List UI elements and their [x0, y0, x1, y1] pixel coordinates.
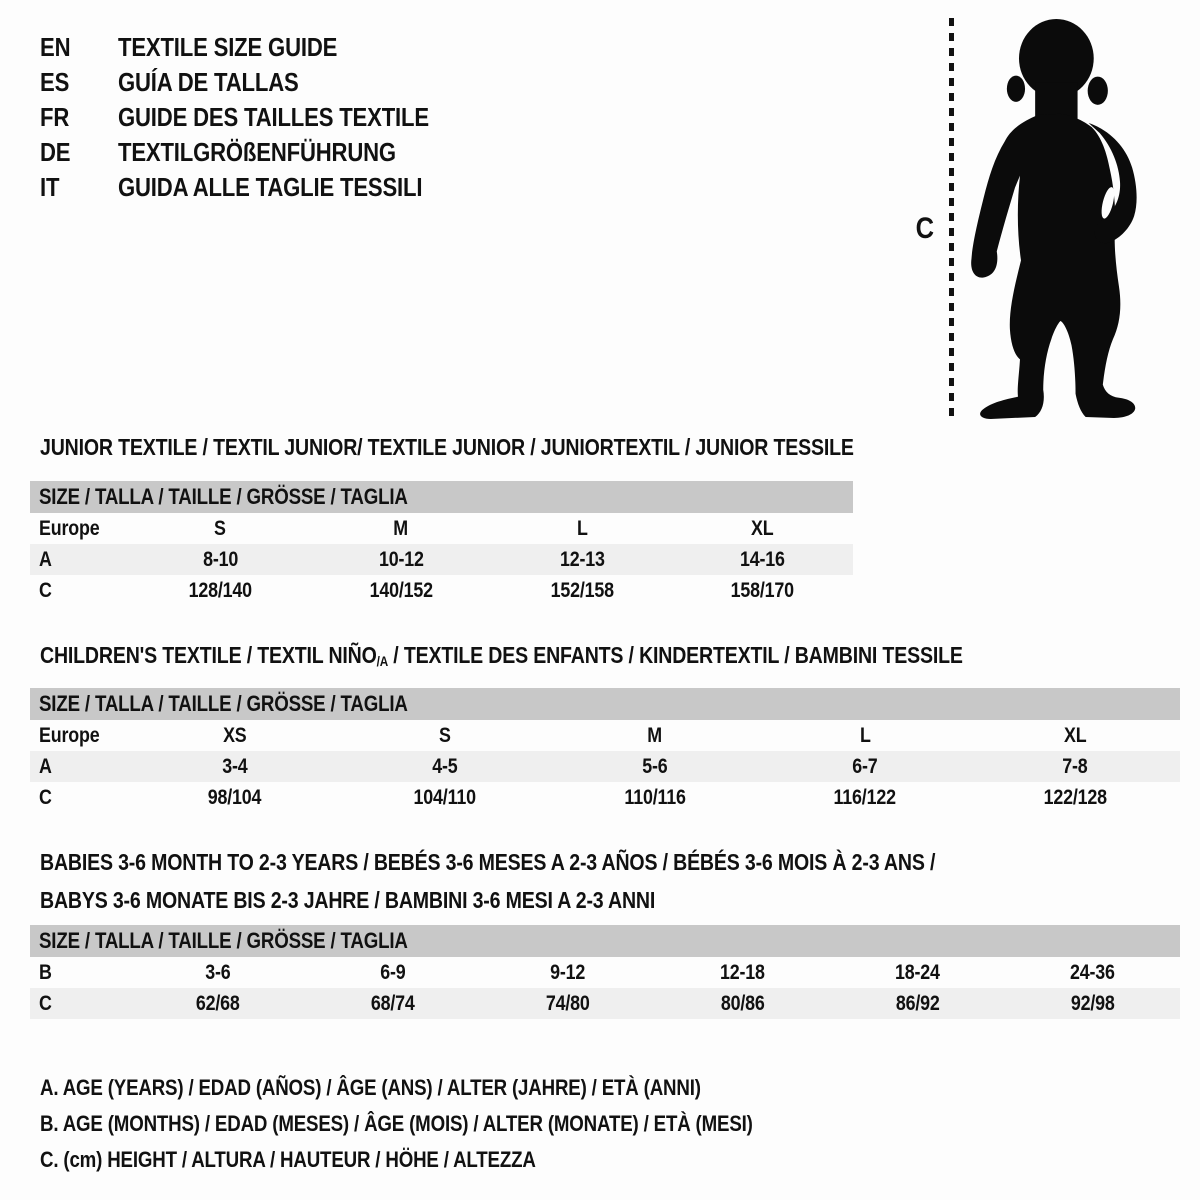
language-row-es	[40, 65, 484, 100]
months-cell: 24-36	[1070, 960, 1115, 984]
table-row-age	[30, 751, 1180, 782]
height-dashed-line	[949, 18, 954, 416]
language-row-de	[40, 135, 484, 170]
age-cell: 14-16	[740, 547, 786, 571]
height-cell: 152/158	[550, 578, 614, 602]
language-title-block	[40, 30, 484, 205]
junior-size-table	[30, 481, 853, 606]
age-cell: 10-12	[378, 547, 424, 571]
height-cell: 128/140	[188, 578, 253, 602]
age-cell: 6-7	[852, 754, 878, 778]
junior-section-title: JUNIOR TEXTILE / TEXTIL JUNIOR/ TEXTILE JUNIOR / JUNIORTEXTIL / JUNIOR TESSILE	[40, 434, 854, 460]
children-size-table	[30, 688, 1180, 813]
size-cell: S	[214, 516, 227, 540]
size-cell: L	[859, 723, 871, 747]
row-label: C	[39, 785, 52, 809]
row-label: B	[39, 960, 52, 984]
height-cell: 98/104	[208, 785, 262, 809]
table-row-height	[30, 575, 853, 606]
age-cell: 4-5	[432, 754, 458, 778]
legend-line-a: A. AGE (YEARS) / EDAD (AÑOS) / ÂGE (ANS) / ALTER (JAHRE) / ETÀ (ANNI)	[40, 1075, 701, 1100]
language-row-en	[40, 30, 484, 65]
height-cell: 80/86	[720, 991, 765, 1015]
measurement-legend	[40, 1070, 878, 1178]
size-cell: XL	[751, 516, 774, 540]
nino-a-subscript: /A	[376, 654, 389, 670]
row-label: C	[39, 991, 52, 1015]
language-title: GUIDA ALLE TAGLIE TESSILI	[118, 172, 423, 202]
age-cell: 8-10	[202, 547, 238, 571]
language-code: EN	[40, 32, 71, 62]
size-cell: M	[393, 516, 409, 540]
months-cell: 9-12	[549, 960, 586, 984]
months-cell: 6-9	[379, 960, 406, 984]
height-cell: 74/80	[545, 991, 590, 1015]
language-title: TEXTILGRÖßENFÜHRUNG	[118, 137, 396, 167]
height-measure-label: C	[915, 212, 935, 245]
age-cell: 3-4	[222, 754, 248, 778]
language-code: ES	[40, 67, 70, 97]
height-cell: 104/110	[413, 785, 477, 809]
table-row-age	[30, 544, 853, 575]
language-title: GUIDE DES TAILLES TEXTILE	[118, 102, 429, 132]
age-cell: 5-6	[642, 754, 668, 778]
babies-size-table	[30, 925, 1180, 1019]
age-cell: 7-8	[1062, 754, 1088, 778]
height-cell: 68/74	[370, 991, 415, 1015]
babies-section-title: BABIES 3-6 MONTH TO 2-3 YEARS / BEBÉS 3-6 MESES A 2-3 AÑOS / BÉBÉS 3-6 MOIS À 2-3 ANS /	[40, 849, 936, 875]
row-label: A	[39, 547, 52, 571]
height-cell: 110/116	[624, 785, 686, 809]
legend-line-c: C. (cm) HEIGHT / ALTURA / HAUTEUR / HÖHE / ALTEZZA	[40, 1147, 536, 1172]
language-code: DE	[40, 137, 71, 167]
language-row-it	[40, 170, 484, 205]
legend-line-b: B. AGE (MONTHS) / EDAD (MESES) / ÂGE (MOIS) / ALTER (MONATE) / ETÀ (MESI)	[40, 1111, 753, 1136]
size-table-header: SIZE / TALLA / TAILLE / GRÖSSE / TAGLIA	[30, 688, 1180, 720]
row-label: Europe	[39, 723, 100, 747]
table-row-height	[30, 782, 1180, 813]
size-table-header: SIZE / TALLA / TAILLE / GRÖSSE / TAGLIA	[30, 481, 853, 513]
language-title: TEXTILE SIZE GUIDE	[118, 32, 338, 62]
row-label: C	[39, 578, 52, 602]
size-cell: XS	[223, 723, 247, 747]
height-cell: 92/98	[1070, 991, 1115, 1015]
size-cell: L	[576, 516, 588, 540]
height-cell: 122/128	[1043, 785, 1107, 809]
months-cell: 3-6	[204, 960, 231, 984]
row-label: A	[39, 754, 52, 778]
language-code: IT	[40, 172, 60, 202]
height-cell: 140/152	[369, 578, 433, 602]
size-cell: M	[647, 723, 663, 747]
months-cell: 12-18	[720, 960, 765, 984]
language-code: FR	[40, 102, 70, 132]
size-cell: S	[439, 723, 451, 747]
height-cell: 158/170	[730, 578, 795, 602]
table-row-height	[30, 988, 1180, 1019]
height-cell: 116/122	[833, 785, 897, 809]
language-row-fr	[40, 100, 484, 135]
height-cell: 86/92	[895, 991, 940, 1015]
size-cell: XL	[1063, 723, 1087, 747]
table-row-europe	[30, 513, 853, 544]
age-cell: 12-13	[559, 547, 605, 571]
table-row-europe	[30, 720, 1180, 751]
table-row-months	[30, 957, 1180, 988]
language-title: GUÍA DE TALLAS	[118, 67, 299, 97]
size-table-header: SIZE / TALLA / TAILLE / GRÖSSE / TAGLIA	[30, 925, 1180, 957]
height-cell: 62/68	[195, 991, 240, 1015]
row-label: Europe	[39, 516, 100, 540]
children-section-title: CHILDREN'S TEXTILE / TEXTIL NIÑO/A / TEXTILE DES ENFANTS / KINDERTEXTIL / BAMBINI TESSILE	[40, 642, 963, 670]
babies-section-title-line2: BABYS 3-6 MONATE BIS 2-3 JAHRE / BAMBINI 3-6 MESI A 2-3 ANNI	[40, 887, 656, 913]
toddler-silhouette-image	[962, 16, 1180, 420]
months-cell: 18-24	[895, 960, 940, 984]
